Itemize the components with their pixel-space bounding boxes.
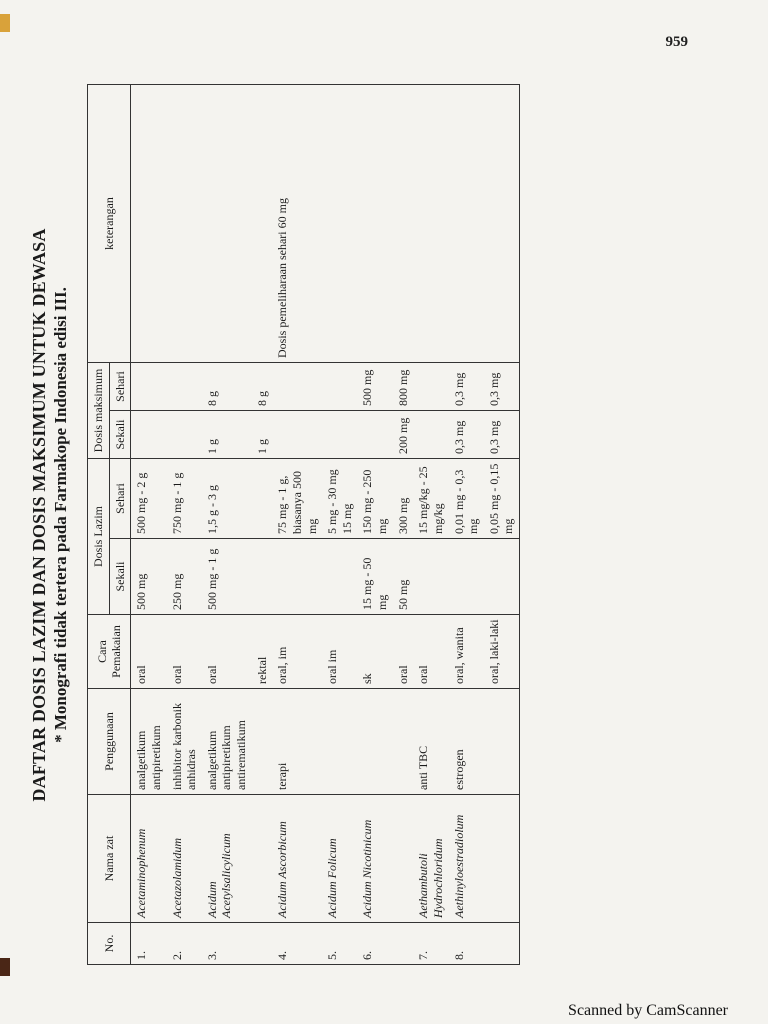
cell-keterangan [202, 84, 252, 362]
cell-no: 6. [357, 923, 392, 965]
cell-lazim-sehari: 0,05 mg - 0,15 mg [484, 459, 520, 539]
cell-no: 4. [272, 923, 322, 965]
cell-lazim-sekali: 250 mg [167, 539, 202, 615]
cell-lazim-sehari: 75 mg - 1 g, biasanya 500 mg [272, 459, 322, 539]
header-nama-zat: Nama zat [88, 795, 131, 923]
table-row [167, 84, 202, 964]
cell-keterangan [131, 84, 167, 362]
header-lazim-sekali: Sekali [109, 539, 131, 615]
cell-keterangan [484, 84, 520, 362]
cell-lazim-sekali: 500 mg - 1 g [202, 539, 252, 615]
cell-penggunaan: analgetikum antipiretikum [131, 689, 167, 795]
cell-keterangan [413, 84, 448, 362]
cell-penggunaan: analgetikum antipiretikum antirematikum [202, 689, 252, 795]
cell-nama-zat [393, 795, 414, 923]
cell-no [484, 923, 520, 965]
cell-nama-zat: Aethinyloestradiolum [449, 795, 484, 923]
cell-maks-sekali: 1 g [252, 411, 273, 459]
cell-lazim-sehari: 1,5 g - 3 g [202, 459, 252, 539]
cell-maks-sehari: 8 g [202, 362, 252, 410]
document-subtitle: * Monografi tidak tertera pada Farmakope Indonesia edisi III. [51, 287, 70, 743]
header-keterangan: keterangan [88, 84, 131, 362]
cell-cara: oral [167, 615, 202, 689]
table-row [131, 84, 167, 964]
cell-maks-sekali [272, 411, 322, 459]
cell-penggunaan [252, 689, 273, 795]
cell-lazim-sehari: 0,01 mg - 0,3 mg [449, 459, 484, 539]
cell-nama-zat [484, 795, 520, 923]
cell-lazim-sekali [252, 539, 273, 615]
rotated-content [29, 75, 739, 965]
table-row [449, 84, 484, 964]
cell-cara: oral [413, 615, 448, 689]
cell-lazim-sehari: 15 mg/kg - 25 mg/kg [413, 459, 448, 539]
cell-no: 5. [322, 923, 357, 965]
cell-keterangan [167, 84, 202, 362]
cell-lazim-sekali [413, 539, 448, 615]
cell-lazim-sehari [252, 459, 273, 539]
cell-penggunaan: estrogen [449, 689, 484, 795]
cell-lazim-sekali [322, 539, 357, 615]
cell-nama-zat: Acidum Ascorbicum [272, 795, 322, 923]
header-no: No. [88, 923, 131, 965]
scanner-watermark: Scanned by CamScanner [568, 1002, 728, 1019]
cell-nama-zat: Acidum Nicotinicum [357, 795, 392, 923]
cell-nama-zat: Aethambutoli Hydrochloridum [413, 795, 448, 923]
cell-no: 8. [449, 923, 484, 965]
cell-cara: oral, wanita [449, 615, 484, 689]
cell-cara: oral im [322, 615, 357, 689]
scan-edge-mark-top [0, 14, 10, 32]
cell-no: 7. [413, 923, 448, 965]
cell-maks-sekali [322, 411, 357, 459]
table-row [413, 84, 448, 964]
cell-maks-sehari: 8 g [252, 362, 273, 410]
table-row [357, 84, 392, 964]
cell-keterangan [449, 84, 484, 362]
cell-cara: oral [393, 615, 414, 689]
cell-penggunaan [322, 689, 357, 795]
header-cara-pemakaian: Cara Pemakaian [88, 615, 131, 689]
cell-cara: oral [202, 615, 252, 689]
cell-lazim-sekali [484, 539, 520, 615]
cell-lazim-sekali [449, 539, 484, 615]
cell-penggunaan [393, 689, 414, 795]
table-row [322, 84, 357, 964]
cell-penggunaan [484, 689, 520, 795]
cell-maks-sekali: 0,3 mg [484, 411, 520, 459]
cell-penggunaan: anti TBC [413, 689, 448, 795]
header-maks-sehari: Sehari [109, 362, 131, 410]
dosage-table [87, 84, 520, 965]
cell-maks-sehari: 500 mg [357, 362, 392, 410]
scan-edge-mark-bottom [0, 958, 10, 976]
cell-maks-sekali [413, 411, 448, 459]
cell-penggunaan: inhibitor karbonik anhidras [167, 689, 202, 795]
cell-no: 2. [167, 923, 202, 965]
cell-maks-sekali: 0,3 mg [449, 411, 484, 459]
cell-lazim-sekali: 15 mg - 50 mg [357, 539, 392, 615]
header-row-1 [88, 84, 110, 964]
header-lazim-sehari: Sehari [109, 459, 131, 539]
cell-no: 3. [202, 923, 252, 965]
cell-lazim-sekali: 500 mg [131, 539, 167, 615]
table-row [393, 84, 414, 964]
header-penggunaan: Penggunaan [88, 689, 131, 795]
cell-maks-sehari: 800 mg [393, 362, 414, 410]
cell-no [252, 923, 273, 965]
table-row [252, 84, 273, 964]
header-dosis-lazim: Dosis Lazim [88, 459, 110, 615]
cell-lazim-sehari: 750 mg - 1 g [167, 459, 202, 539]
cell-maks-sehari [167, 362, 202, 410]
table-row [272, 84, 322, 964]
cell-maks-sekali [357, 411, 392, 459]
cell-lazim-sehari: 5 mg - 30 mg 15 mg [322, 459, 357, 539]
cell-maks-sehari [131, 362, 167, 410]
cell-lazim-sekali [272, 539, 322, 615]
table-row [202, 84, 252, 964]
cell-maks-sekali: 1 g [202, 411, 252, 459]
cell-cara: oral, laki-laki [484, 615, 520, 689]
cell-lazim-sehari: 150 mg - 250 mg [357, 459, 392, 539]
table-row [484, 84, 520, 964]
cell-penggunaan: terapi [272, 689, 322, 795]
cell-nama-zat [252, 795, 273, 923]
document-title: DAFTAR DOSIS LAZIM DAN DOSIS MAKSIMUM UNTUK DEWASA [29, 228, 49, 802]
cell-maks-sekali [167, 411, 202, 459]
cell-nama-zat: Acetazolamidum [167, 795, 202, 923]
cell-lazim-sehari: 500 mg - 2 g [131, 459, 167, 539]
cell-maks-sehari: 0,3 mg [449, 362, 484, 410]
page-number: 959 [665, 34, 688, 50]
cell-maks-sekali: 200 mg [393, 411, 414, 459]
cell-keterangan [252, 84, 273, 362]
cell-keterangan [393, 84, 414, 362]
cell-lazim-sehari: 300 mg [393, 459, 414, 539]
cell-no [393, 923, 414, 965]
cell-nama-zat: Acetaminophenum [131, 795, 167, 923]
cell-lazim-sekali: 50 mg [393, 539, 414, 615]
cell-maks-sehari [322, 362, 357, 410]
header-maks-sekali: Sekali [109, 411, 131, 459]
cell-maks-sehari: 0,3 mg [484, 362, 520, 410]
cell-nama-zat: Acidum Acetylsalicylicum [202, 795, 252, 923]
cell-keterangan: Dosis pemeliharaan sehari 60 mg [272, 84, 322, 362]
cell-keterangan [322, 84, 357, 362]
cell-cara: sk [357, 615, 392, 689]
cell-penggunaan [357, 689, 392, 795]
header-dosis-maksimum: Dosis maksimum [88, 362, 110, 458]
cell-cara: oral, im [272, 615, 322, 689]
cell-maks-sekali [131, 411, 167, 459]
cell-cara: rektal [252, 615, 273, 689]
cell-maks-sehari [272, 362, 322, 410]
cell-no: 1. [131, 923, 167, 965]
cell-keterangan [357, 84, 392, 362]
cell-nama-zat: Acidum Folicum [322, 795, 357, 923]
cell-cara: oral [131, 615, 167, 689]
cell-maks-sehari [413, 362, 448, 410]
